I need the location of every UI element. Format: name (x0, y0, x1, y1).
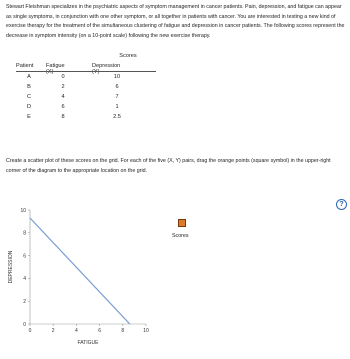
x-tick-label: 6 (98, 328, 101, 334)
x-tick-label: 0 (28, 328, 32, 334)
x-tick-label: 8 (121, 328, 125, 334)
x-axis-label: FATIGUE (77, 340, 99, 346)
row-d-fatigue: 6 (61, 104, 65, 110)
legend-label: Scores (172, 233, 189, 239)
header-fatigue: Fatigue (X) (46, 63, 65, 75)
y-tick-label: 0 (23, 321, 26, 328)
header-depression: Depression (Y) (92, 63, 121, 75)
problem-intro: Stewart Fleishman specializes in the psychiatric aspects of symptom management in cancer patients. Pain, depression, and fatigue can appear as single symptoms, in conjunction with one other symptom, or all together in patients with cancer. You are interested in testing a new kind of exercise therapy for the treatment of the simultaneous clustering of fatigue and depression in cancer patients. The following scores represent the decrease in symptom intensity (on a 10-point scale) following the new exercise therapy. (6, 4, 345, 39)
y-tick-label: 10 (20, 207, 26, 214)
plot-area[interactable] (30, 210, 146, 324)
row-d-patient: D (26, 104, 32, 110)
y-tick-label: 6 (23, 253, 26, 260)
row-b-patient: B (27, 84, 31, 90)
row-a-fatigue: 0 (61, 74, 65, 80)
row-c-fatigue: 4 (61, 94, 65, 100)
row-a-patient: A (27, 74, 31, 80)
row-e-fatigue: 8 (61, 114, 65, 120)
row-b-fatigue: 2 (61, 84, 65, 90)
x-tick-label: 2 (51, 328, 55, 334)
row-b-depression: 6 (115, 84, 119, 90)
help-icon[interactable]: ? (336, 199, 347, 210)
draggable-point-icon[interactable] (178, 219, 186, 227)
y-tick-label: 2 (23, 299, 26, 305)
row-a-depression: 10 (113, 74, 121, 80)
row-c-patient: C (26, 94, 32, 100)
table-caption: Scores (119, 53, 137, 59)
instructions: Create a scatter plot of these scores on the grid. For each of the five (X, Y) pairs, drag the orange points (square symbol) in the upper-right corner of the diagram to the appropriate location on the grid. (6, 158, 331, 174)
row-c-depression: 7 (115, 94, 119, 100)
x-tick-label: 10 (143, 328, 149, 334)
y-axis-label: DEPRESSION (8, 250, 14, 284)
y-tick-label: 4 (23, 276, 26, 283)
row-e-depression: 2.5 (113, 114, 121, 120)
header-patient: Patient (16, 63, 34, 69)
row-e-patient: E (27, 114, 31, 120)
row-d-depression: 1 (115, 104, 119, 110)
y-tick-label: 8 (23, 230, 26, 237)
x-tick-label: 4 (75, 328, 78, 334)
